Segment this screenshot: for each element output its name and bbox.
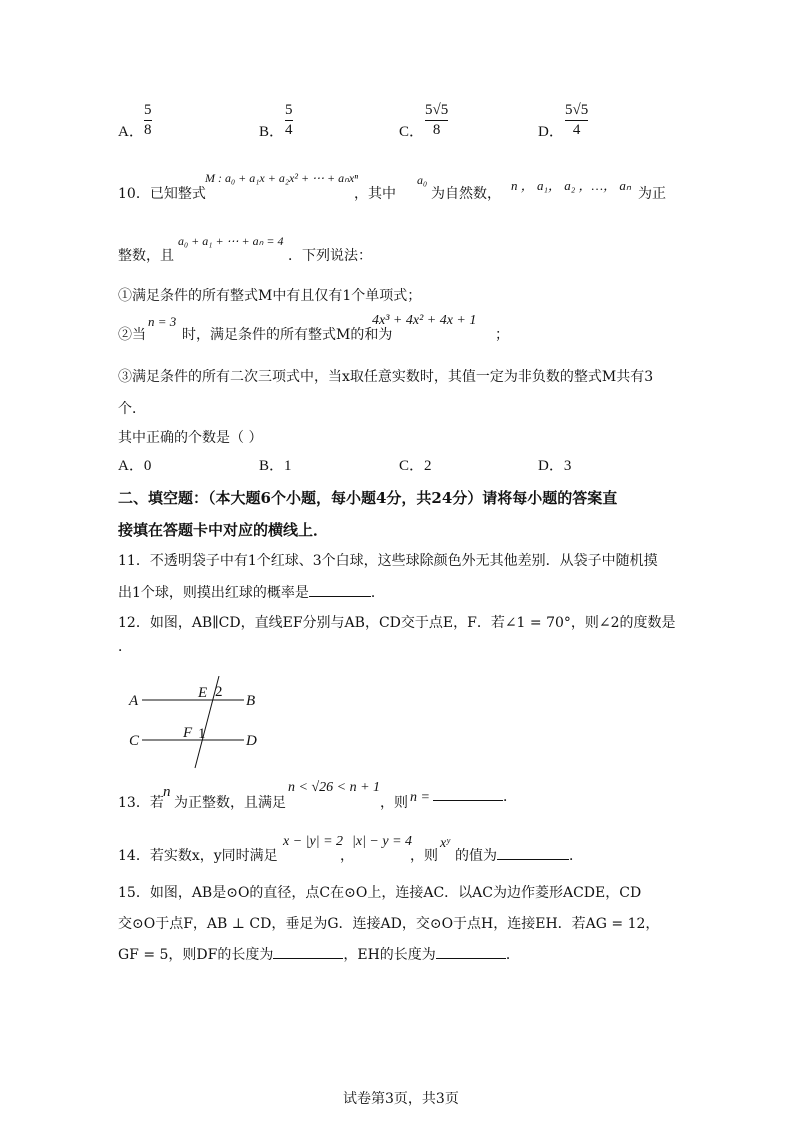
q10-line2-b: ．下列说法： [288,248,372,264]
q10-line1-d: 为正 [638,186,666,202]
q10-line1-b: ，其中 [354,186,396,202]
q10-option-a: A．0 [118,458,152,474]
q11-line1: 11．不透明袋子中有1个红球、3个白球，这些球除颜色外无其他差别．从袋子中随机摸 [118,553,658,569]
page-footer: 试卷第3页，共3页 [343,1091,459,1107]
q15-line3-b: ，EH的长度为 [343,947,436,963]
q13-answer [410,786,517,806]
q9-option-a-label: A． [118,124,144,140]
q10-sum-formula: a₀ + a₁ + ⋯ + aₙ = 4 [178,234,284,248]
answer-blank[interactable] [309,596,371,597]
q10-option-b: B．1 [259,458,292,474]
q11-line2 [118,582,385,602]
q13-n: n [163,784,171,800]
q10-option-c: C．2 [399,458,432,474]
q14-eq2: |x| − y = 4 [352,834,413,849]
q12-line1: 12．如图，AB∥CD，直线EF分别与AB，CD交于点E，F．若∠1 = 70°，则∠2的度数是 [118,615,676,631]
label-a: A [129,693,139,709]
q14-c [455,845,583,865]
q10-question: 其中正确的个数是（ ） [118,430,263,446]
q10-line1-c: 为自然数， [431,186,501,202]
q9-option-b-label: B． [259,124,285,140]
q13-c: ，则 [380,795,408,811]
answer-blank-df[interactable] [273,958,343,959]
numerator: 5√5 [565,102,589,118]
q15-line2: 交⊙O于点F，AB ⊥ CD，垂足为G．连接AD，交⊙O于点H，连接EH．若AG = 12， [118,916,660,932]
q14-eq1: x − |y| = 2 [283,834,344,849]
q10-statement-3-line1: ③满足条件的所有二次三项式中，当x取任意实数时，其值一定为非负数的整式M共有3 [118,369,654,385]
label-c: C [129,733,140,749]
q10-statement-2-a: ②当 [118,327,146,343]
denominator: 8 [432,122,441,138]
label-f: F [183,725,193,741]
q10-statement-2-formula: 4x³ + 4x² + 4x + 1 [372,313,477,328]
label-b: B [246,693,256,709]
q10-statement-1: ①满足条件的所有整式M中有且仅有1个单项式； [118,288,422,304]
q10-statement-2-n: n = 3 [148,314,177,329]
q13-end: ． [502,789,517,805]
numerator: 5√5 [425,102,449,118]
q14-c-text: 的值为 [455,848,497,864]
q15-line3-a: GF = 5，则DF的长度为 [118,947,274,963]
denominator: 8 [144,122,152,138]
numerator: 5 [285,102,293,118]
label-d: D [246,733,257,749]
q10-option-d: D．3 [538,458,572,474]
q13-b: 为正整数，且满足 [174,795,286,811]
q14-b: ，则 [410,848,438,864]
q10-intro: 10．已知整式 [118,186,206,202]
q14-a: 14．若实数x，y同时满足 [118,848,278,864]
q11-end: ． [370,585,385,601]
q12-line2: ． [118,639,132,655]
q15-end: ． [505,947,520,963]
q11-line2-text: 出1个球，则摸出红球的概率是 [118,585,309,601]
angle-2-label: 2 [215,684,223,700]
q10-statement-2-c: ； [495,327,509,343]
answer-blank-eh[interactable] [436,958,506,959]
q10-vars: n ， a₁， a₂ ，…， aₙ [511,178,632,193]
q10-a0: a₀ [417,173,428,187]
q15-line3 [118,944,520,964]
label-e: E [198,685,208,701]
q13-a: 13．若 [118,795,164,811]
q14-sep: ， [340,848,354,864]
angle-1-label: 1 [198,726,206,742]
q12-figure [126,676,276,776]
q13-inequality: n < √26 < n + 1 [288,780,381,795]
q9-option-c-fraction [425,102,448,139]
q10-line2-a: 整数，且 [118,248,174,264]
q14-power: xʸ [440,836,450,851]
answer-blank[interactable] [433,800,503,801]
q10-line1 [118,183,206,203]
q10-statement-3-line2: 个． [118,401,146,417]
denominator: 4 [285,122,293,138]
q14-end: ． [569,848,583,864]
q9-option-d-fraction [565,102,588,139]
section2-heading-line1: 二、填空题：（本大题6个小题，每小题4分，共24分）请将每小题的答案直 [118,489,618,507]
q9-option-c-label: C． [399,124,425,140]
q10-formula-m: M : a₀ + a₁x + a₂x² + ⋯ + aₙxⁿ [205,171,359,185]
numerator: 5 [144,102,152,118]
section2-heading-line2: 接填在答题卡中对应的横线上． [118,521,329,539]
denominator: 4 [572,122,581,138]
q13-n-equals: n = [410,790,430,805]
q10-statement-2-b: 时，满足条件的所有整式M的和为 [182,327,393,343]
q9-option-b-fraction [285,102,293,139]
q9-option-a-fraction [144,102,152,139]
q15-line1: 15．如图，AB是⊙O的直径，点C在⊙O上，连接AC．以AC为边作菱形ACDE，CD [118,885,642,901]
answer-blank[interactable] [497,859,569,860]
q9-option-d-label: D． [538,124,564,140]
